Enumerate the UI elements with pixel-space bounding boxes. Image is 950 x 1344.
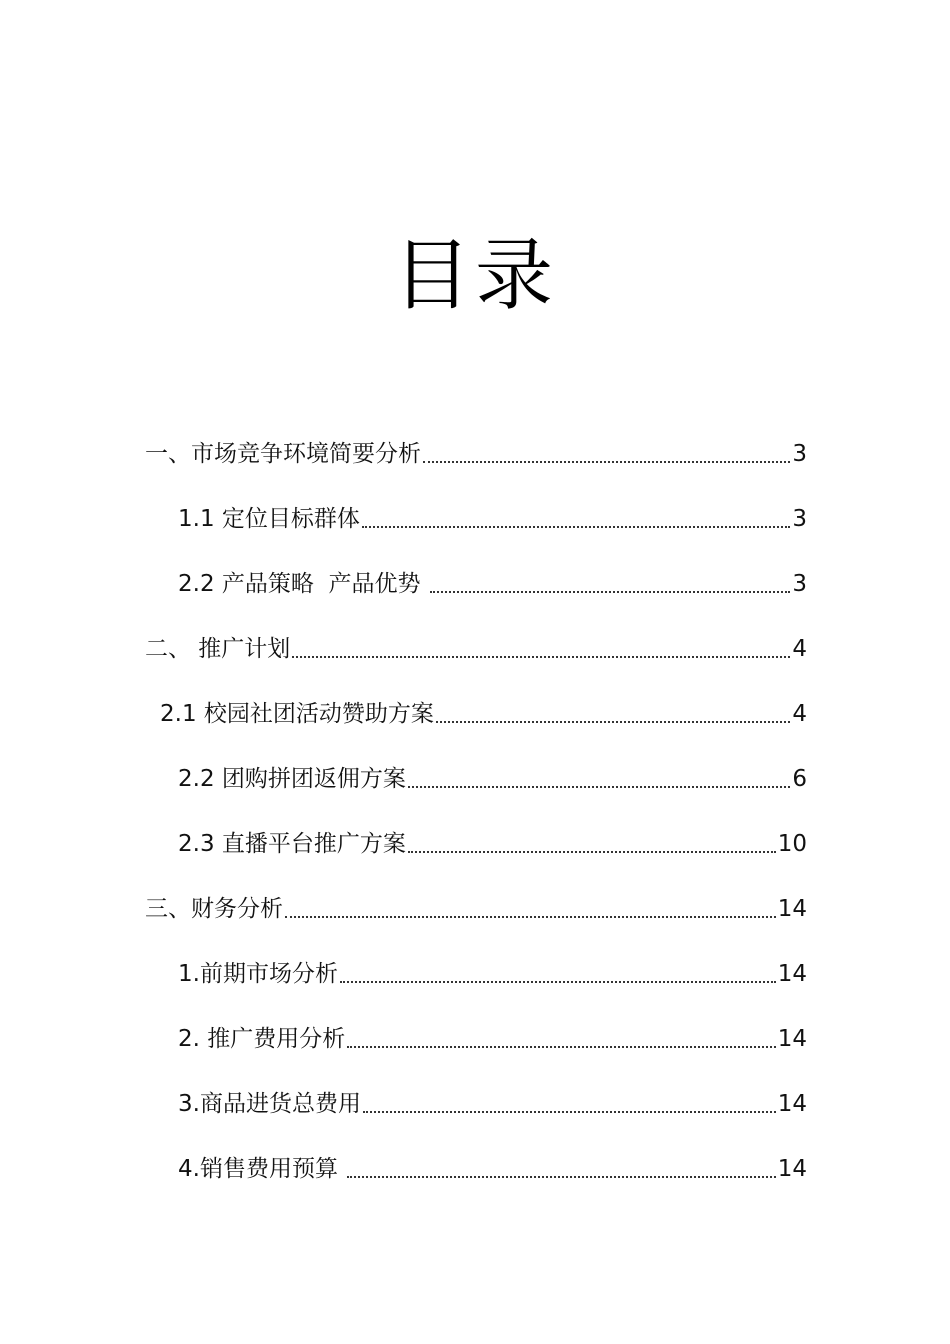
dot-leader: [347, 1023, 775, 1055]
dot-leader: [436, 698, 790, 730]
toc-entry-page: 3: [792, 571, 807, 597]
toc-entry-label: 2.2 团购拼团返佣方案: [178, 766, 406, 792]
dot-leader: [363, 1088, 776, 1120]
toc-entry-page: 4: [792, 636, 807, 662]
toc-entry-page: 4: [792, 701, 807, 727]
dot-leader: [292, 633, 790, 665]
toc-entry-label: 2. 推广费用分析: [178, 1026, 346, 1052]
toc-entry-3-2[interactable]: [178, 1015, 807, 1055]
toc-entry-label: 三、财务分析: [145, 896, 283, 922]
toc-entry-page: 3: [792, 441, 807, 467]
dot-leader: [347, 1153, 775, 1185]
dot-leader: [408, 828, 776, 860]
toc-entry-label: 4.销售费用预算: [178, 1156, 346, 1182]
dot-leader: [423, 438, 790, 470]
toc-entry-page: 3: [792, 506, 807, 532]
toc-entry-label: 2.1 校园社团活动赞助方案: [160, 701, 434, 727]
dot-leader: [408, 763, 790, 795]
toc-entry-label: 1.1 定位目标群体: [178, 506, 360, 532]
toc-entry-page: 14: [777, 1091, 807, 1117]
toc-entry-2-2[interactable]: [178, 755, 807, 795]
toc-entry-page: 6: [792, 766, 807, 792]
toc-entry-page: 14: [777, 1156, 807, 1182]
toc-entry-page: 14: [777, 1026, 807, 1052]
toc-entry-2-3[interactable]: [178, 820, 807, 860]
toc-entry-label: 2.3 直播平台推广方案: [178, 831, 406, 857]
toc-entry-1-2[interactable]: [178, 560, 807, 600]
toc-entry-label: 二、 推广计划: [145, 636, 291, 662]
toc-entry-page: 14: [777, 896, 807, 922]
page-title: 目录: [392, 231, 557, 321]
toc-entry-label: 1.前期市场分析: [178, 961, 338, 987]
toc-entry-label: 2.2 产品策略 产品优势: [178, 571, 428, 597]
toc-entry-1[interactable]: [145, 430, 807, 470]
toc-entry-3-1[interactable]: [178, 950, 807, 990]
toc-entry-1-1[interactable]: [178, 495, 807, 535]
toc-entry-page: 10: [777, 831, 807, 857]
dot-leader: [430, 568, 791, 600]
toc-entry-3-4[interactable]: [178, 1145, 807, 1185]
toc-entry-label: 3.商品进货总费用: [178, 1091, 361, 1117]
toc-entry-2-1[interactable]: [160, 690, 807, 730]
dot-leader: [285, 893, 776, 925]
toc-entry-3[interactable]: [145, 885, 807, 925]
toc-entry-page: 14: [777, 961, 807, 987]
dot-leader: [340, 958, 776, 990]
toc-entry-2[interactable]: [145, 625, 807, 665]
toc-entry-3-3[interactable]: [178, 1080, 807, 1120]
dot-leader: [362, 503, 790, 535]
toc-entry-label: 一、市场竞争环境简要分析: [145, 441, 421, 467]
